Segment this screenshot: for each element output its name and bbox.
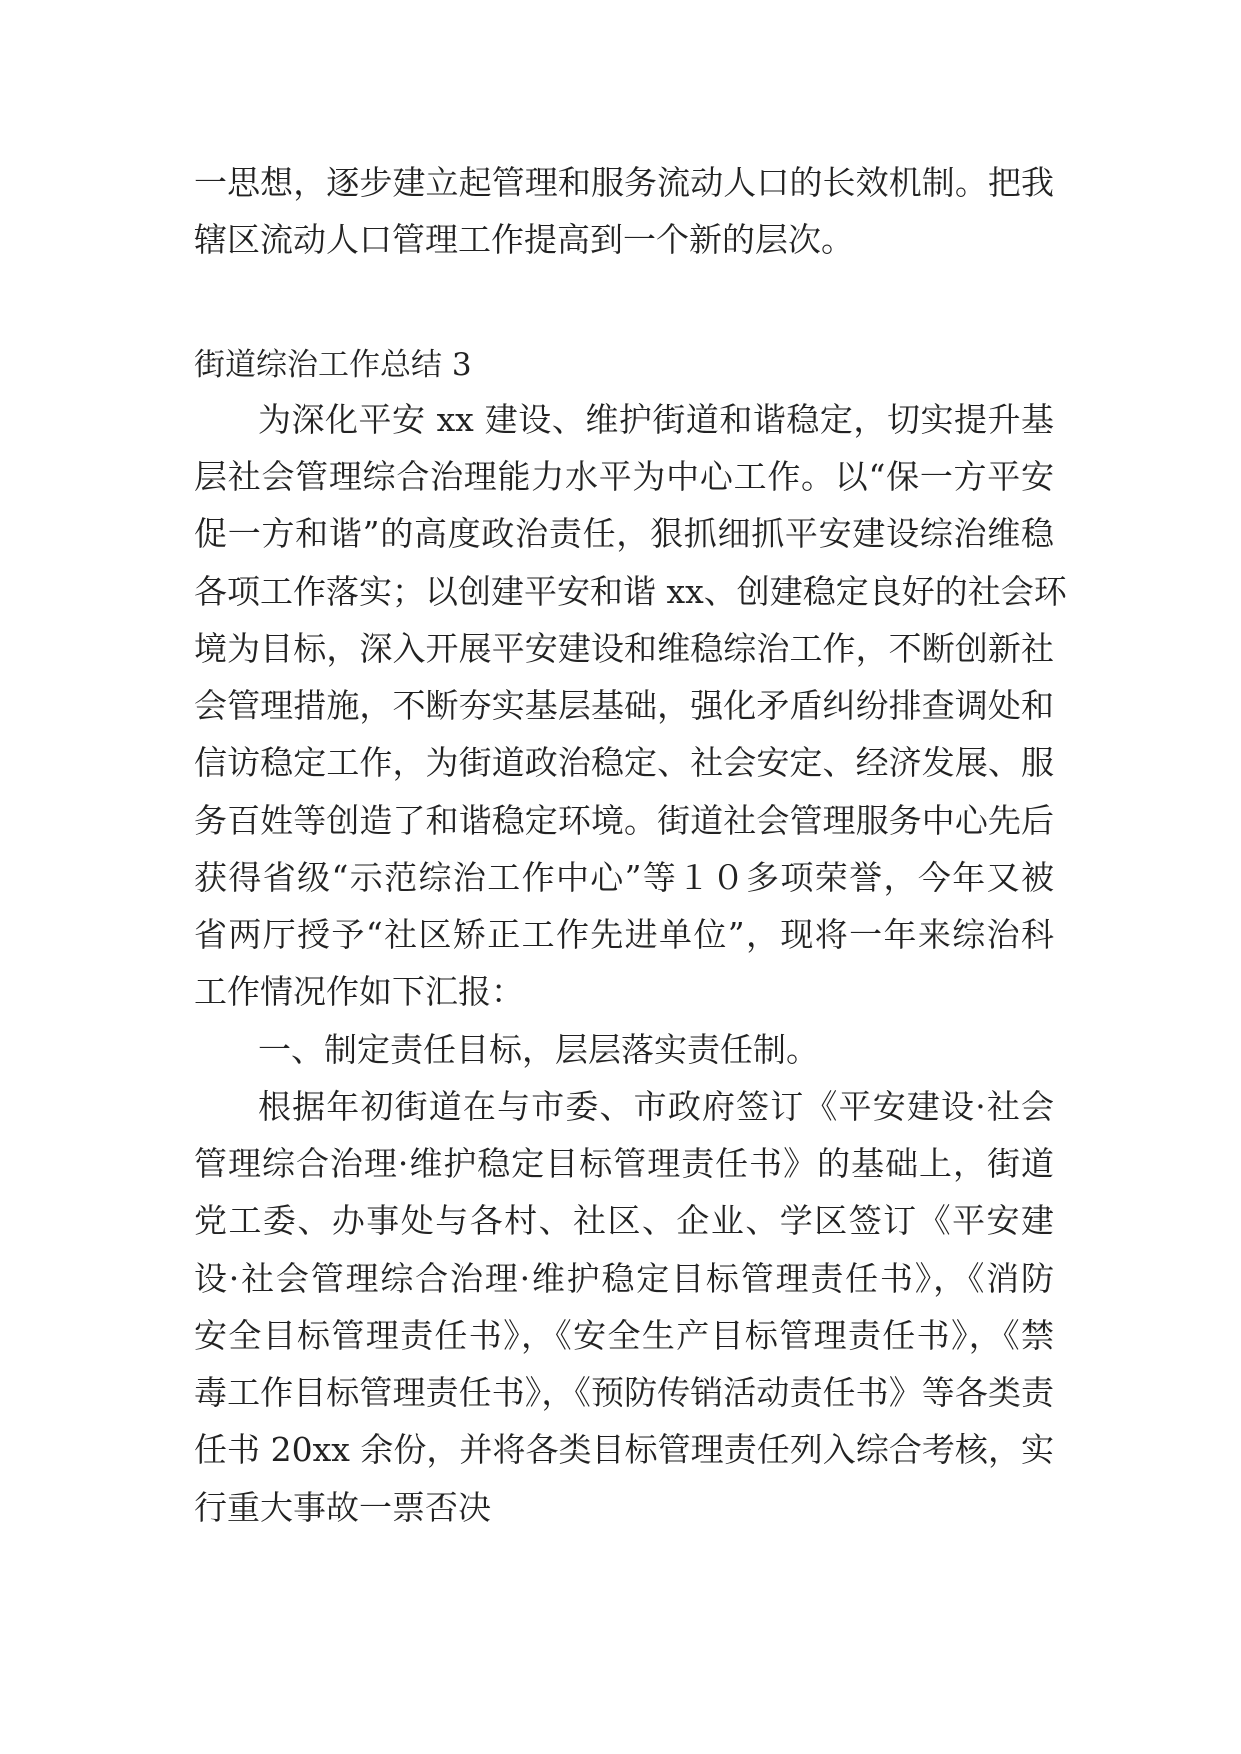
paragraph-first-line: 根据年初街道在与市委、市政府签订《平安建设·社会 — [258, 1087, 1054, 1126]
section-heading: 街道综治工作总结 3 — [194, 347, 472, 383]
text-line: 各项工作落实；以创建平安和谐 xx、创建稳定良好的社会环 — [194, 572, 1067, 611]
text-line: 一思想，逐步建立起管理和服务流动人口的长效机制。把我 — [194, 163, 1054, 202]
text-line: 行重大事故一票否决 — [194, 1488, 491, 1527]
text-line: 任书 20xx 余份，并将各类目标管理责任列入综合考核，实 — [194, 1430, 1054, 1469]
text-line: 工作情况作如下汇报： — [194, 972, 524, 1011]
text-line: 信访稳定工作，为街道政治稳定、社会安定、经济发展、服 — [194, 743, 1054, 782]
text-line: 境为目标，深入开展平安建设和维稳综治工作，不断创新社 — [194, 629, 1054, 668]
text-line: 获得省级“示范综治工作中心”等１０多项荣誉，今年又被 — [194, 858, 1054, 897]
text-line: 促一方和谐”的高度政治责任，狠抓细抓平安建设综治维稳 — [194, 514, 1054, 553]
text-line: 毒工作目标管理责任书》，《预防传销活动责任书》等各类责 — [194, 1373, 1054, 1412]
text-line: 务百姓等创造了和谐稳定环境。街道社会管理服务中心先后 — [194, 801, 1054, 840]
text-line: 省两厅授予“社区矫正工作先进单位”，现将一年来综治科 — [194, 915, 1054, 954]
text-line: 管理综合治理·维护稳定目标管理责任书》的基础上，街道 — [194, 1144, 1054, 1183]
subheading: 一、制定责任目标，层层落实责任制。 — [258, 1030, 819, 1069]
text-line: 会管理措施，不断夯实基层基础，强化矛盾纠纷排查调处和 — [194, 686, 1054, 725]
text-line: 党工委、办事处与各村、社区、企业、学区签订《平安建 — [194, 1201, 1054, 1240]
text-line: 辖区流动人口管理工作提高到一个新的层次。 — [194, 220, 854, 259]
text-line: 安全目标管理责任书》，《安全生产目标管理责任书》，《禁 — [194, 1316, 1054, 1355]
text-line: 层社会管理综合治理能力水平为中心工作。以“保一方平安 — [194, 457, 1054, 496]
text-line: 设·社会管理综合治理·维护稳定目标管理责任书》，《消防 — [194, 1259, 1054, 1298]
paragraph-first-line: 为深化平安 xx 建设、维护街道和谐稳定，切实提升基 — [258, 400, 1054, 439]
